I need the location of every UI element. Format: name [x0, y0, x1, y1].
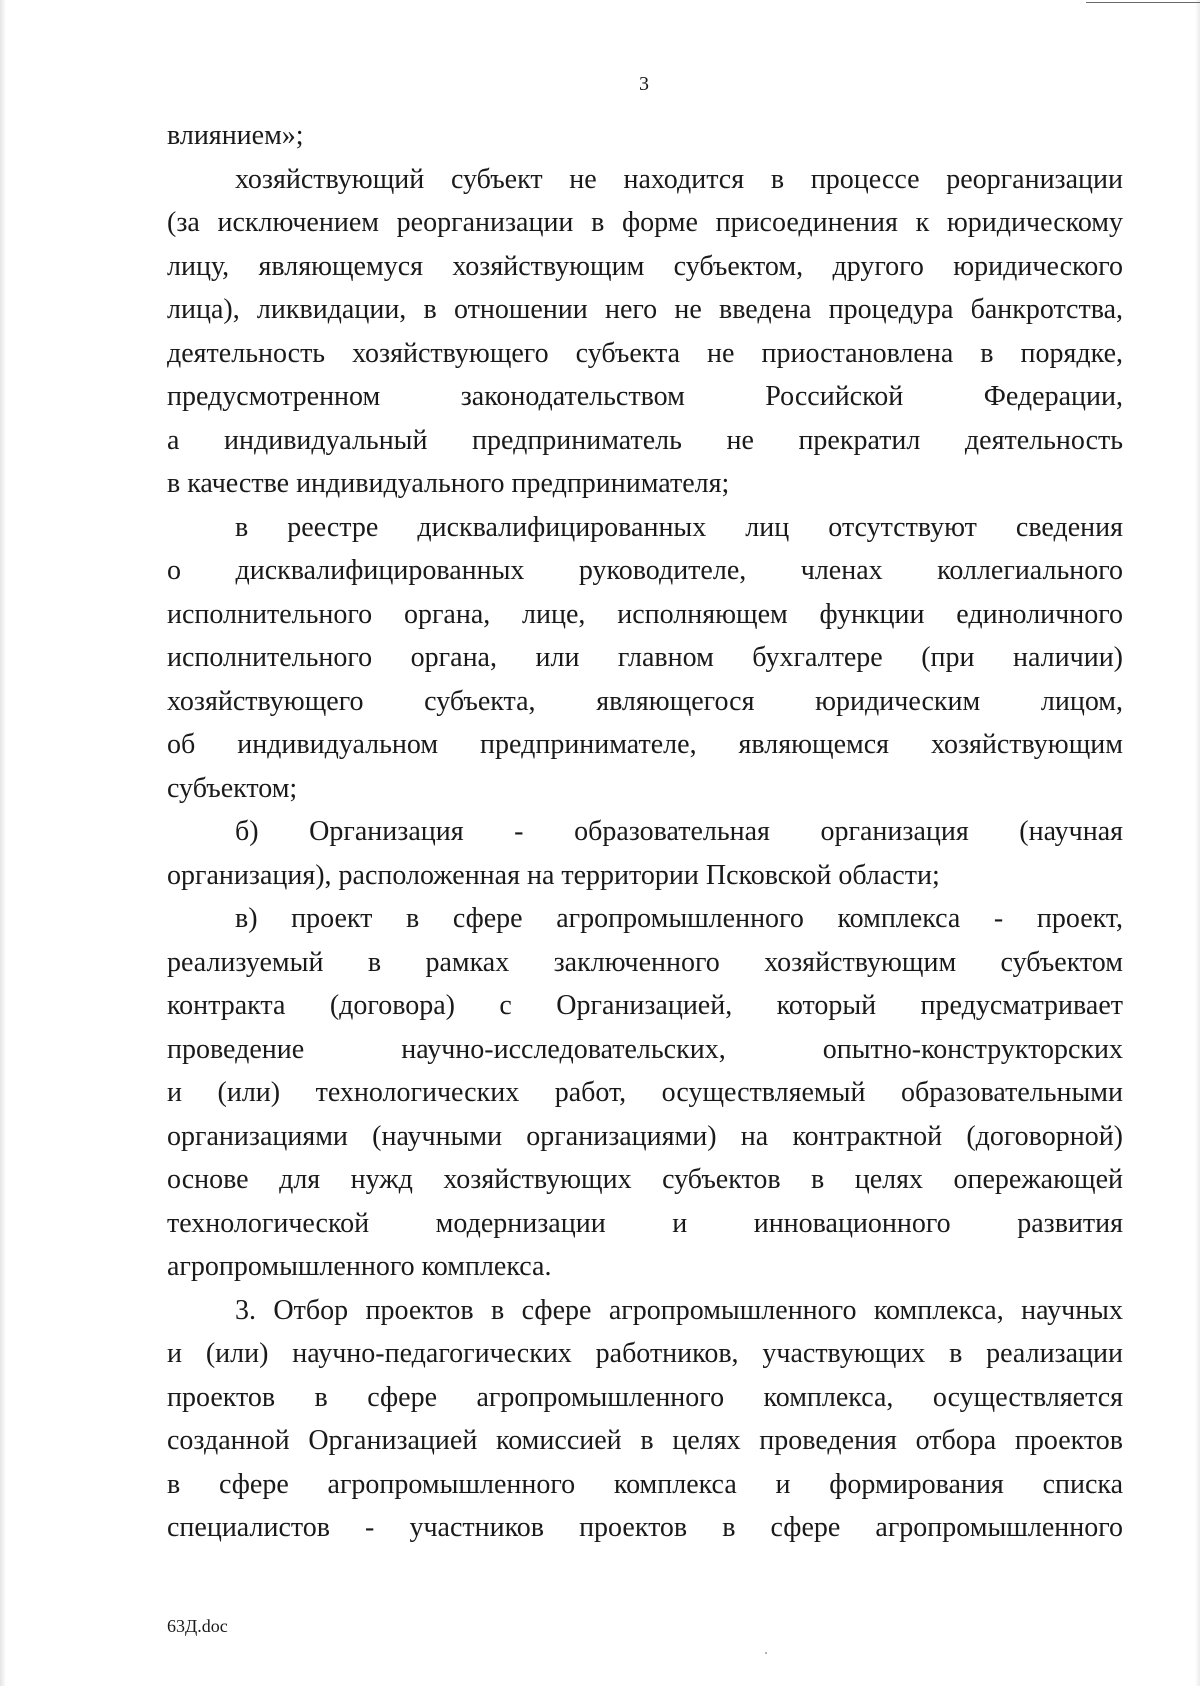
text-line: организация), расположенная на территории Псковской области; [167, 859, 940, 891]
scan-left-edge [0, 0, 6, 1686]
scan-speck [765, 1652, 767, 1654]
text-line: исполнительного органа, или главном бухгалтере (при наличии) [167, 642, 1123, 673]
text-line: и (или) технологических работ, осуществляемый образовательными [167, 1077, 1123, 1108]
text-line: организациями (научными организациями) на контрактной (договорной) [167, 1120, 1123, 1152]
text-line: в реестре дисквалифицированных лиц отсутствуют сведения [235, 511, 1123, 543]
text-line: в сфере агропромышленного комплекса и формирования списка [167, 1468, 1123, 1500]
text-line: контракта (договора) с Организацией, который предусматривает [167, 990, 1123, 1021]
text-line: 3. Отбор проектов в сфере агропромышленного комплекса, научных [235, 1294, 1123, 1326]
text-line: предусмотренном законодательством Российской Федерации, [167, 381, 1123, 412]
text-line: влиянием»; [167, 120, 304, 151]
text-line: технологической модернизации и инновационного развития [167, 1207, 1123, 1239]
text-line: субъектом; [167, 772, 298, 804]
scan-top-rule [1086, 2, 1200, 3]
text-line: хозяйствующего субъекта, являющегося юридическим лицом, [167, 685, 1123, 717]
text-line: проектов в сфере агропромышленного комплекса, осуществляется [167, 1381, 1123, 1413]
text-line: а индивидуальный предприниматель не прекратил деятельность [167, 424, 1123, 456]
text-line: об индивидуальном предпринимателе, являющемся хозяйствующим [167, 729, 1123, 760]
text-line: лицу, являющемуся хозяйствующим субъектом, другого юридического [167, 250, 1123, 282]
text-line: созданной Организацией комиссией в целях проведения отбора проектов [167, 1425, 1123, 1456]
text-line: лица), ликвидации, в отношении него не введена процедура банкротства, [167, 294, 1123, 325]
text-line: о дисквалифицированных руководителе, членах коллегиального [167, 555, 1123, 586]
text-line: исполнительного органа, лице, исполняющем функции единоличного [167, 598, 1123, 630]
scan-right-edge [1195, 0, 1200, 1686]
text-line: проведение научно-исследовательских, опытно-конструкторских [167, 1033, 1123, 1065]
text-line: агропромышленного комплекса. [167, 1251, 552, 1282]
text-line: (за исключением реорганизации в форме присоединения к юридическому [167, 207, 1123, 238]
text-line: б) Организация - образовательная организация (научная [235, 816, 1123, 847]
document-body [167, 114, 1123, 1550]
text-line: хозяйствующий субъект не находится в процессе реорганизации [235, 163, 1123, 195]
text-line: в) проект в сфере агропромышленного комплекса - проект, [235, 903, 1123, 934]
text-line: специалистов - участников проектов в сфере агропромышленного [167, 1512, 1123, 1543]
footer-filename: 63Д.doc [167, 1616, 228, 1636]
text-line: деятельность хозяйствующего субъекта не приостановлена в порядке, [167, 337, 1123, 369]
text-line: реализуемый в рамках заключенного хозяйствующим субъектом [167, 946, 1123, 978]
text-line: в качестве индивидуального предпринимателя; [167, 468, 730, 499]
text-line: основе для нужд хозяйствующих субъектов в целях опережающей [167, 1164, 1123, 1195]
page-number: 3 [639, 73, 649, 95]
text-line: и (или) научно-педагогических работников, участвующих в реализации [167, 1338, 1123, 1369]
